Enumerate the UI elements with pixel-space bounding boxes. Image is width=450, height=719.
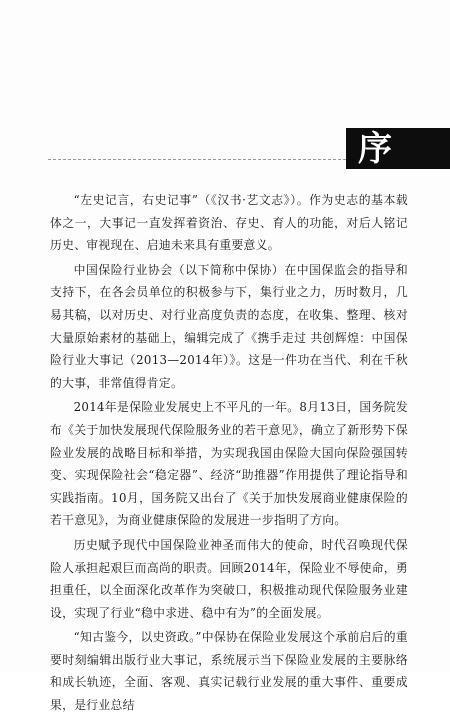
paragraph-4: 历史赋予现代中国保险业神圣而伟大的使命，时代召唤现代保险人承担起艰巨而高尚的职责。回顾2014年，保险业不辱使命，勇担重任，以全面深化改革作为突破口，积极推动现代保险服务业建设，实现了行业“稳中求进、稳中有为”的全面发展。 bbox=[50, 537, 408, 620]
paragraph-3: 2014年是保险业发展史上不平凡的一年。8月13日，国务院发布《关于加快发展现代保险服务业的若干意见》，确立了新形势下保险业发展的战略目标和举措，为实现我国由保险大国向保险强国转变、实现保险社会“稳定器”、经济“助推器”作用提供了理论指导和实践指南。10月，国务院又出台了《关于加快发展商业健康保险的若干意见》，为商业健康保险的发展进一步指明了方向。 bbox=[50, 400, 408, 528]
preface-body bbox=[50, 189, 408, 719]
header-divider bbox=[48, 159, 346, 160]
paragraph-5: “知古鉴今，以史资政。”中保协在保险业发展这个承前启后的重要时刻编辑出版行业大事记，系统展示当下保险业发展的主要脉络和成长轨迹，全面、客观、真实记载行业发展的重大事件、重要成果，是行业总结 bbox=[50, 630, 408, 713]
paragraph-2: 中国保险行业协会（以下简称中保协）在中国保监会的指导和支持下，在各会员单位的积极参与下，集行业之力，历时数月，几易其稿，以对历史、对行业高度负责的态度，在收集、整理、核对大量原始素材的基础上，编辑完成了《携手走过 共创辉煌：中国保险行业大事记（2013—2014年）》。这是一件功在当代、利在千秋的大事，非常值得肯定。 bbox=[50, 262, 408, 390]
section-title: 序 bbox=[358, 129, 392, 169]
paragraph-1: “左史记言，右史记事”（《汉书·艺文志》）。作为史志的基本载体之一，大事记一直发挥着资治、存史、育人的功能，对后人铭记历史、审视现在、启迪未来具有重要意义。 bbox=[50, 193, 408, 253]
